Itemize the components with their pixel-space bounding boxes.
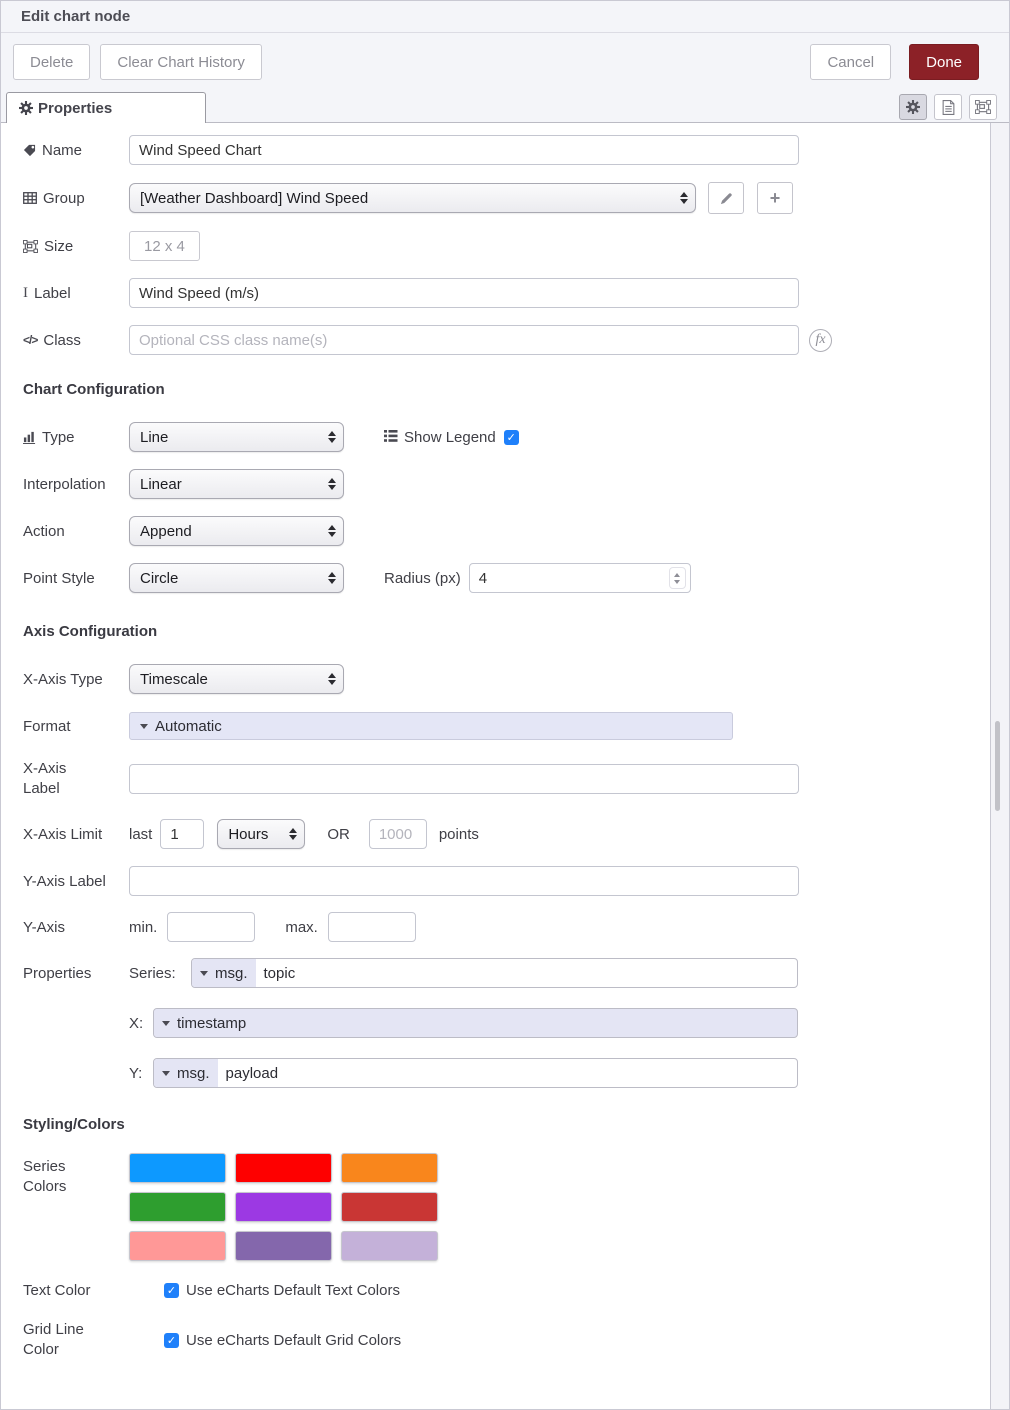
- styling-colors-heading: Styling/Colors: [23, 1116, 125, 1133]
- y-axis-label-label: Y-Axis Label: [23, 872, 106, 890]
- list-icon: [384, 429, 398, 446]
- x-axis-type-select-value: Timescale: [140, 670, 208, 688]
- series-color-swatch[interactable]: [129, 1192, 226, 1222]
- y-property-prefix-dropdown[interactable]: [154, 1059, 218, 1087]
- group-row: [23, 182, 970, 214]
- action-select-value: Append: [140, 522, 192, 540]
- dialog-title: Edit chart node: [21, 8, 131, 25]
- done-button[interactable]: Done: [909, 44, 979, 80]
- series-prefix-dropdown[interactable]: [192, 959, 256, 987]
- select-arrows-icon: [328, 525, 336, 537]
- select-arrows-icon: [680, 192, 688, 204]
- chevron-down-icon: [200, 971, 208, 976]
- y-property-typed-input[interactable]: [153, 1058, 798, 1088]
- size-label: Size: [44, 237, 74, 255]
- pencil-icon: [720, 192, 733, 205]
- show-legend-checkbox[interactable]: ✓: [504, 430, 519, 445]
- properties-label: Properties: [23, 964, 92, 982]
- text-color-row: [23, 1275, 970, 1305]
- name-input[interactable]: [129, 135, 799, 165]
- series-color-swatch[interactable]: [235, 1231, 332, 1261]
- add-group-button[interactable]: [757, 182, 793, 214]
- class-row: [23, 325, 970, 355]
- select-arrows-icon: [328, 572, 336, 584]
- tag-icon: [23, 144, 36, 157]
- points-text: points: [438, 825, 479, 843]
- tab-properties-label: Properties: [38, 99, 113, 117]
- plus-icon: +: [769, 188, 781, 208]
- action-label: Action: [23, 522, 65, 540]
- y-axis-label-input[interactable]: [129, 866, 799, 896]
- select-arrows-icon: [328, 431, 336, 443]
- gear-icon: [906, 100, 920, 114]
- text-cursor-icon: I: [23, 284, 28, 301]
- last-text: last: [129, 825, 153, 843]
- x-property-value: timestamp: [177, 1014, 247, 1032]
- point-style-row: [23, 563, 970, 593]
- type-select[interactable]: [129, 422, 344, 452]
- limit-unit-select[interactable]: [217, 819, 305, 849]
- properties-view-button[interactable]: [899, 94, 927, 120]
- x-property-row: [23, 1008, 970, 1038]
- series-colors-label: Series Colors: [23, 1158, 67, 1196]
- series-row: [23, 958, 970, 988]
- text-color-label: Text Color: [23, 1281, 91, 1299]
- x-property-dropdown[interactable]: [154, 1009, 254, 1037]
- class-label-group: [23, 332, 129, 349]
- tab-properties[interactable]: [6, 92, 206, 123]
- tab-bar-icons: [892, 94, 997, 120]
- code-icon: </>: [23, 333, 38, 347]
- name-row: [23, 135, 970, 165]
- x-property-label: X:: [129, 1014, 144, 1032]
- y-min-input[interactable]: [167, 912, 255, 942]
- y-max-input[interactable]: [328, 912, 416, 942]
- label-label: Label: [34, 284, 71, 302]
- size-row: [23, 231, 970, 261]
- scrollbar-thumb[interactable]: [995, 721, 1000, 811]
- number-spinner-icon[interactable]: [669, 567, 686, 589]
- grid-color-label: Grid Line Color: [23, 1320, 84, 1358]
- interpolation-row: [23, 469, 970, 499]
- grid-color-checkbox[interactable]: ✓: [164, 1333, 179, 1348]
- select-arrows-icon: [289, 828, 297, 840]
- properties-form: [1, 123, 991, 1409]
- label-row: [23, 278, 970, 308]
- size-button[interactable]: 12 x 4: [129, 231, 200, 261]
- series-color-swatch[interactable]: [129, 1231, 226, 1261]
- x-axis-limit-row: [23, 819, 970, 849]
- y-property-label: Y:: [129, 1064, 143, 1082]
- series-color-swatch[interactable]: [235, 1153, 332, 1183]
- name-label-group: [23, 142, 129, 159]
- name-label: Name: [42, 141, 83, 159]
- series-typed-input[interactable]: [191, 958, 798, 988]
- edit-group-button[interactable]: [708, 182, 744, 214]
- action-row: [23, 516, 970, 546]
- or-text: OR: [327, 825, 350, 843]
- x-axis-label-label: X-Axis Label: [23, 759, 67, 797]
- grid-color-row: [23, 1317, 970, 1363]
- series-color-swatch[interactable]: [129, 1153, 226, 1183]
- group-select-value: [Weather Dashboard] Wind Speed: [140, 189, 369, 207]
- series-value[interactable]: topic: [263, 964, 296, 982]
- size-label-group: [23, 238, 129, 255]
- dialog-button-bar: [1, 33, 1009, 91]
- series-color-swatch[interactable]: [341, 1192, 438, 1222]
- series-color-swatch[interactable]: [341, 1153, 438, 1183]
- y-property-prefix-label: msg.: [177, 1064, 210, 1082]
- class-input[interactable]: [129, 325, 799, 355]
- point-style-select-value: Circle: [140, 569, 179, 587]
- dialog-body: [1, 123, 1009, 1409]
- show-legend-group: [384, 429, 519, 446]
- series-color-swatch[interactable]: [341, 1231, 438, 1261]
- object-group-icon: [23, 240, 38, 253]
- group-label-group: [23, 190, 129, 207]
- type-label: Type: [42, 428, 75, 446]
- type-select-value: Line: [140, 428, 169, 446]
- gear-icon: [19, 101, 33, 115]
- series-color-swatch[interactable]: [235, 1192, 332, 1222]
- chevron-down-icon: [162, 1021, 170, 1026]
- delete-button[interactable]: Delete: [13, 44, 90, 80]
- type-label-group: [23, 429, 129, 446]
- x-axis-label-input[interactable]: [129, 764, 799, 794]
- y-property-value[interactable]: payload: [225, 1064, 279, 1082]
- text-color-checkbox-label: Use eCharts Default Text Colors: [186, 1281, 400, 1299]
- radius-input-wrap: [469, 563, 691, 593]
- label-label-group: [23, 285, 129, 302]
- bar-chart-icon: [23, 430, 36, 444]
- series-colors-row: [23, 1153, 970, 1261]
- interpolation-select-value: Linear: [140, 475, 182, 493]
- limit-points-input[interactable]: [369, 819, 427, 849]
- chevron-down-icon: [140, 724, 148, 729]
- grid-color-checkbox-label: Use eCharts Default Grid Colors: [186, 1331, 402, 1349]
- text-color-checkbox[interactable]: ✓: [164, 1283, 179, 1298]
- x-axis-label-row: [23, 755, 970, 803]
- tab-bar: [1, 91, 1009, 123]
- radius-label: Radius (px): [384, 569, 461, 587]
- group-label: Group: [43, 189, 85, 207]
- class-label: Class: [43, 331, 81, 349]
- description-view-button[interactable]: [934, 94, 962, 120]
- min-text: min.: [129, 918, 158, 936]
- x-axis-type-label: X-Axis Type: [23, 670, 103, 688]
- radius-input[interactable]: [469, 563, 691, 593]
- series-label: Series:: [129, 964, 176, 982]
- clear-chart-history-button[interactable]: Clear Chart History: [100, 44, 262, 80]
- format-label: Format: [23, 717, 71, 735]
- show-legend-label: Show Legend: [404, 428, 496, 446]
- fx-icon: fx: [809, 329, 832, 352]
- select-arrows-icon: [328, 478, 336, 490]
- point-style-select[interactable]: [129, 563, 344, 593]
- x-axis-type-select[interactable]: [129, 664, 344, 694]
- y-axis-label: Y-Axis: [23, 918, 65, 936]
- y-axis-label-row: [23, 866, 970, 896]
- format-value: Automatic: [155, 717, 222, 735]
- limit-unit-value: Hours: [228, 825, 269, 843]
- format-dropdown[interactable]: [129, 712, 733, 740]
- type-row: [23, 422, 970, 452]
- dialog-titlebar: [1, 1, 1009, 33]
- x-property-typed-input[interactable]: [153, 1008, 798, 1038]
- limit-last-input[interactable]: [160, 819, 204, 849]
- cancel-button[interactable]: Cancel: [810, 44, 891, 80]
- select-arrows-icon: [328, 673, 336, 685]
- y-property-row: [23, 1058, 970, 1088]
- chart-configuration-heading: Chart Configuration: [23, 381, 165, 398]
- object-group-icon: [975, 100, 991, 114]
- group-select[interactable]: [129, 183, 696, 213]
- x-axis-type-row: [23, 664, 970, 694]
- max-text: max.: [285, 918, 318, 936]
- point-style-label: Point Style: [23, 569, 95, 587]
- series-prefix-label: msg.: [215, 964, 248, 982]
- y-axis-row: [23, 912, 970, 942]
- table-icon: [23, 192, 37, 204]
- interpolation-label: Interpolation: [23, 475, 106, 493]
- label-input[interactable]: [129, 278, 799, 308]
- action-select[interactable]: [129, 516, 344, 546]
- series-colors-grid: [129, 1153, 438, 1261]
- chevron-down-icon: [162, 1071, 170, 1076]
- axis-configuration-heading: Axis Configuration: [23, 623, 158, 640]
- document-icon: [942, 100, 955, 115]
- scrollbar-track[interactable]: [991, 123, 1009, 1409]
- format-row: [23, 711, 970, 741]
- interpolation-select[interactable]: [129, 469, 344, 499]
- x-axis-limit-label: X-Axis Limit: [23, 825, 103, 843]
- appearance-view-button[interactable]: [969, 94, 997, 120]
